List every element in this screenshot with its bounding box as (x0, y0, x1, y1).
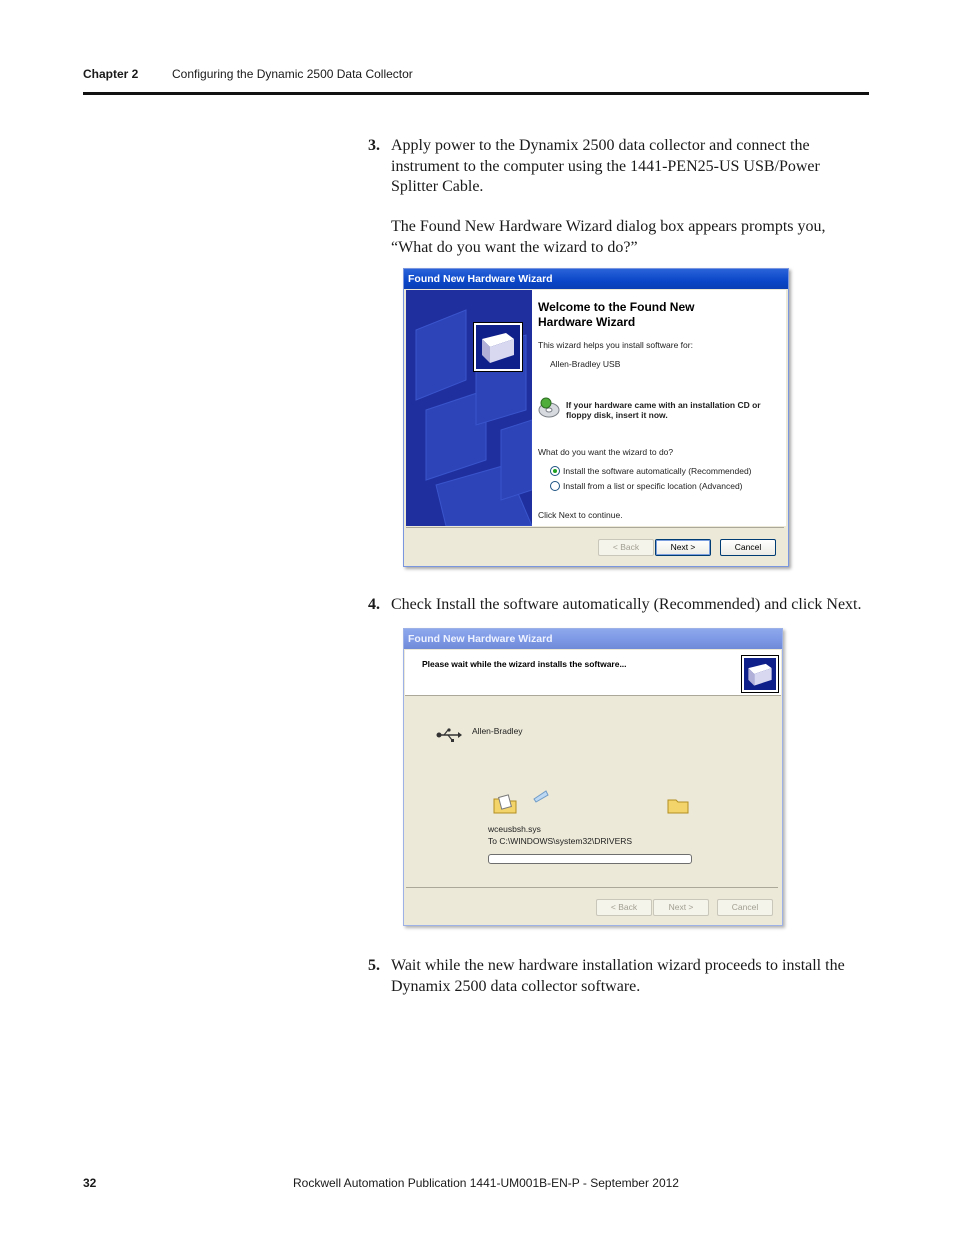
installing-software-dialog (403, 628, 783, 926)
welcome-heading: Welcome to the Found New Hardware Wizard (538, 300, 695, 329)
hardware-wizard-icon (474, 323, 522, 371)
installing-heading: Please wait while the wizard installs the software... (422, 659, 627, 669)
cd-hint: If your hardware came with an installation CD or floppy disk, insert it now. (566, 400, 761, 420)
page-number: 32 (83, 1176, 97, 1190)
dialog-title-bar: Found New Hardware Wizard (404, 629, 782, 649)
usb-icon (436, 727, 462, 743)
radio-install-from-list[interactable] (550, 481, 560, 491)
back-button[interactable]: < Back (598, 539, 654, 556)
page-header (83, 66, 869, 95)
step-number: 4. (368, 596, 380, 613)
step-number: 3. (368, 137, 380, 154)
step-5 (368, 956, 868, 997)
dialog-separator (406, 887, 778, 888)
step-text: Apply power to the Dynamix 2500 data collector and connect the instrument to the computer using the 1441-PEN25-US USB/Power Splitter Cable. (391, 137, 820, 195)
wizard-content (532, 290, 786, 526)
option-manual-label: Install from a list or specific location (Advanced) (563, 481, 743, 491)
step-text: Wait while the new hardware installation wizard proceeds to install the Dynamix 2500 data collector software. (391, 957, 845, 995)
cancel-button[interactable]: Cancel (720, 539, 776, 556)
step-3-note: The Found New Hardware Wizard dialog box appears prompts you, “What do you want the wizard to do?” (391, 218, 826, 256)
continue-text: Click Next to continue. (538, 510, 623, 520)
file-name: wceusbsh.sys (488, 824, 541, 834)
option-auto-label: Install the software automatically (Recommended) (563, 466, 752, 476)
step-3 (368, 136, 868, 198)
radio-install-automatically[interactable] (550, 466, 560, 476)
cd-icon (537, 396, 561, 420)
dialog-separator (406, 527, 784, 528)
device-name: Allen-Bradley USB (550, 359, 621, 369)
cancel-button[interactable]: Cancel (717, 899, 773, 916)
next-button[interactable]: Next > (655, 539, 711, 556)
wizard-question: What do you want the wizard to do? (538, 447, 674, 457)
step-number: 5. (368, 957, 380, 974)
wizard-side-banner (406, 290, 532, 526)
hardware-wizard-icon (742, 656, 778, 692)
found-new-hardware-dialog (403, 268, 789, 567)
flying-file-icon (532, 789, 550, 803)
chapter-label: Chapter 2 (83, 67, 139, 81)
dialog-header-panel (405, 650, 781, 696)
next-button[interactable]: Next > (653, 899, 709, 916)
source-folder-icon (492, 793, 518, 815)
copy-progress-bar (488, 854, 692, 864)
destination-path: To C:\WINDOWS\system32\DRIVERS (488, 836, 633, 846)
step-4 (368, 595, 868, 616)
intro-text: This wizard helps you install software for: (538, 340, 693, 350)
publication-info: Rockwell Automation Publication 1441-UM001B-EN-P - September 2012 (293, 1176, 679, 1190)
dialog-title-bar: Found New Hardware Wizard (404, 269, 788, 289)
chapter-title: Configuring the Dynamic 2500 Data Collector (172, 67, 413, 81)
device-name: Allen-Bradley (472, 726, 523, 736)
back-button[interactable]: < Back (596, 899, 652, 916)
step-text: Check Install the software automatically (Recommended) and click Next. (391, 596, 862, 613)
destination-folder-icon (666, 795, 690, 815)
